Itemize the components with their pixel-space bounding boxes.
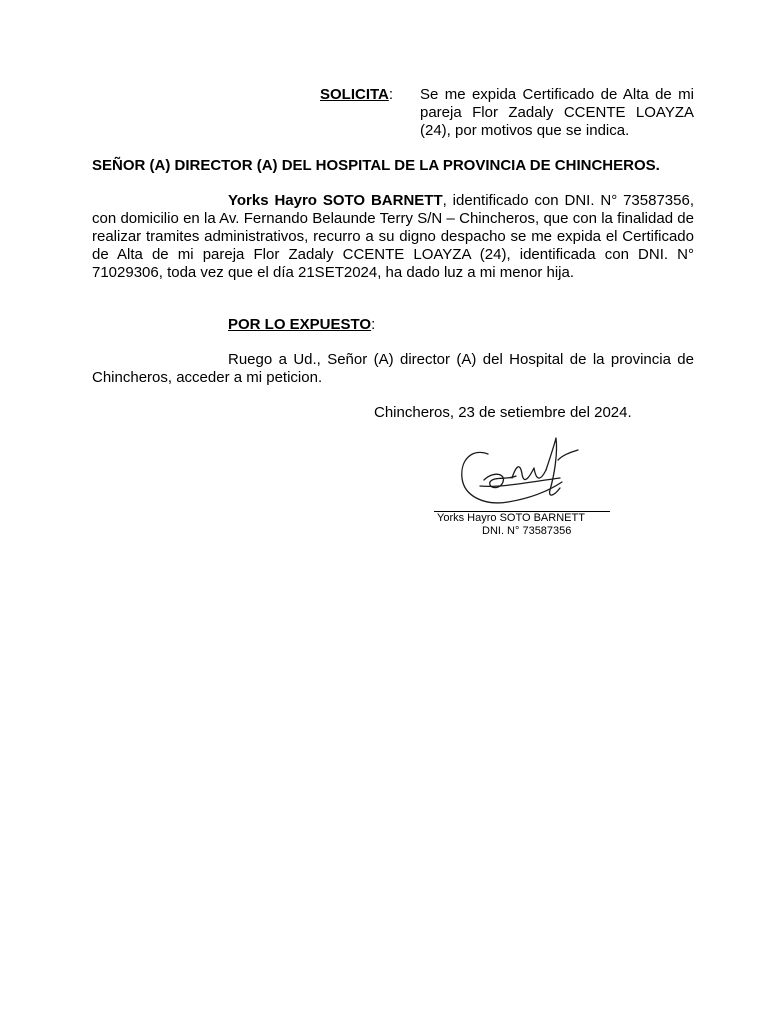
expuesto-label bbox=[228, 316, 375, 334]
applicant-name: Yorks Hayro SOTO BARNETT bbox=[228, 192, 443, 209]
solicita-text: Se me expida Certificado de Alta de mi pareja Flor Zadaly CCENTE LOAYZA (24), por motivos que se indica. bbox=[420, 86, 694, 139]
handwritten-signature bbox=[450, 430, 590, 512]
recipient-heading: SEÑOR (A) DIRECTOR (A) DEL HOSPITAL DE LA PROVINCIA DE CHINCHEROS. bbox=[92, 157, 660, 174]
request-paragraph: Ruego a Ud., Señor (A) director (A) del Hospital de la provincia de Chincheros, acceder a mi peticion. bbox=[92, 351, 694, 386]
place-date: Chincheros, 23 de setiembre del 2024. bbox=[374, 404, 632, 421]
solicita-label bbox=[320, 86, 393, 104]
expuesto-colon: : bbox=[371, 316, 376, 333]
body-paragraph bbox=[92, 192, 694, 282]
expuesto-heading: POR LO EXPUESTO bbox=[228, 316, 372, 333]
body-text: , identificado con DNI. N° 73587356, con domicilio en la Av. Fernando Belaunde Terry S/N – Chincheros, que con la finalidad de realizar tramites administrativos, recurro a su digno despacho se me expida el Certificado de Alta de mi pareja Flor Zadaly CCENTE LOAYZA (24), identificada con DNI. N° 71029306, toda vez que el día 21SET2024, ha dado luz a mi menor hija. bbox=[92, 192, 694, 281]
signature-dni: DNI. N° 73587356 bbox=[482, 525, 572, 537]
signature-name: Yorks Hayro SOTO BARNETT bbox=[437, 512, 585, 524]
solicita-colon: : bbox=[388, 86, 394, 103]
solicita-heading: SOLICITA bbox=[320, 86, 389, 103]
